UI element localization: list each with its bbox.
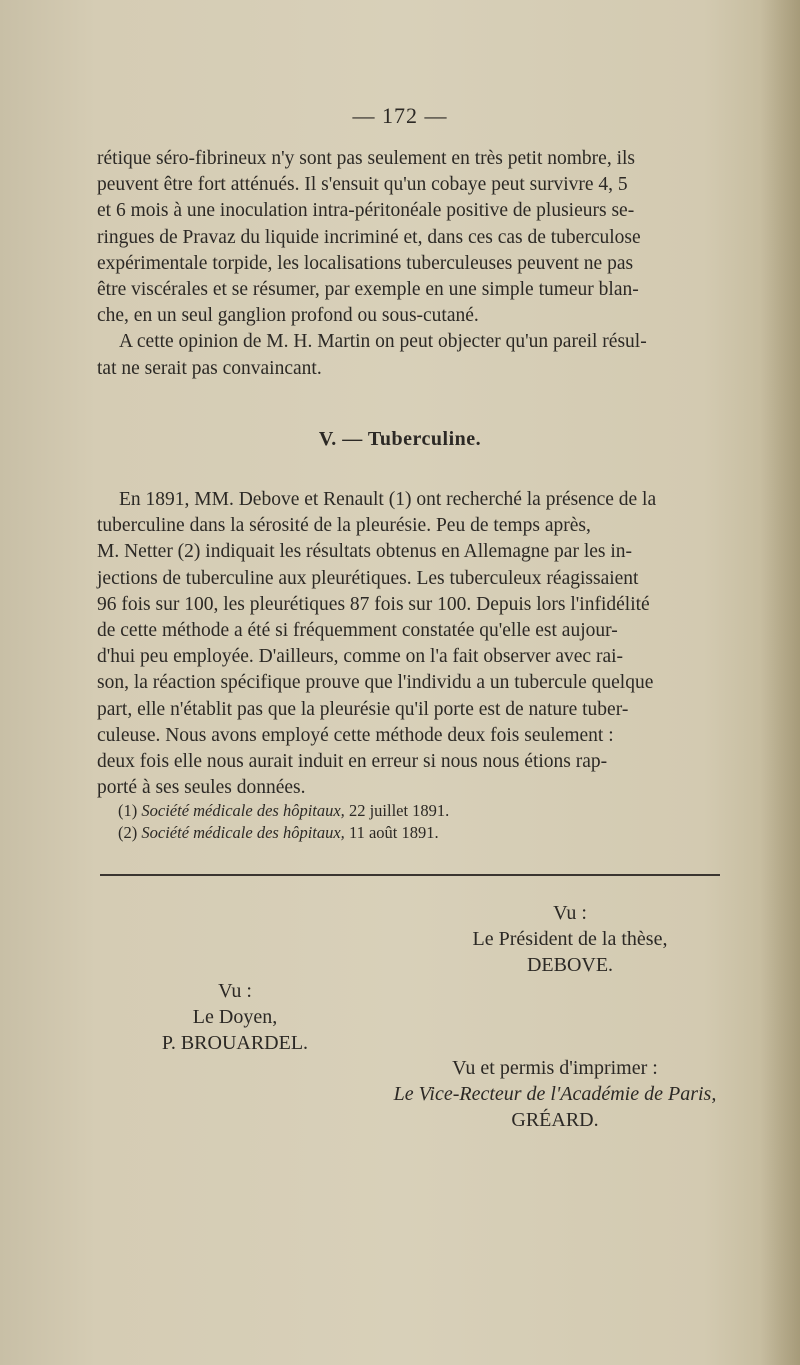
text-line: M. Netter (2) indiquait les résultats obtenus en Allemagne par les in-	[97, 541, 633, 563]
approval-role: Le Vice-Recteur de l'Académie de Paris,	[393, 1083, 717, 1105]
approval-name: P. BROUARDEL.	[161, 1032, 309, 1054]
approval-vu: Vu et permis d'imprimer :	[452, 1057, 658, 1079]
approval-role: Le Doyen,	[192, 1006, 278, 1028]
approval-role: Le Président de la thèse,	[472, 928, 668, 950]
page-edge-shadow	[760, 0, 800, 1365]
separator-rule	[100, 874, 720, 876]
text-line: peuvent être fort atténués. Il s'ensuit qu'un cobaye peut survivre 4, 5	[97, 174, 628, 196]
dean-approval	[120, 978, 350, 1056]
text-line: tat ne serait pas convaincant.	[97, 357, 322, 379]
paragraph-3	[97, 487, 725, 801]
text-line: et 6 mois à une inoculation intra-péritonéale positive de plusieurs se-	[97, 200, 635, 222]
footnote: (1) Société médicale des hôpitaux, 22 juillet 1891.	[118, 801, 450, 820]
text-line: d'hui peu employée. D'ailleurs, comme on l'a fait observer avec rai-	[97, 646, 624, 668]
text-line: che, en un seul ganglion profond ou sous-cutané.	[97, 305, 479, 327]
page-number: — 172 —	[352, 103, 448, 128]
approval-vu: Vu :	[553, 902, 587, 924]
text-line: tuberculine dans la sérosité de la pleurésie. Peu de temps après,	[97, 515, 591, 537]
text-line: porté à ses seules données.	[97, 777, 306, 799]
text-line: culeuse. Nous avons employé cette méthode deux fois seulement :	[97, 724, 614, 746]
text-line: deux fois elle nous aurait induit en erreur si nous nous étions rap-	[97, 751, 608, 773]
paragraph-1	[97, 146, 725, 382]
approval-name: GRÉARD.	[511, 1109, 599, 1131]
approval-vu: Vu :	[218, 980, 252, 1002]
text-line: A cette opinion de M. H. Martin on peut objecter qu'un pareil résul-	[119, 331, 647, 353]
text-line: de cette méthode a été si fréquemment constatée qu'elle est aujour-	[97, 620, 618, 642]
text-line: part, elle n'établit pas que la pleurésie qu'il porte est de nature tuber-	[97, 698, 629, 720]
rector-approval	[380, 1055, 730, 1133]
text-line: expérimentale torpide, les localisations tuberculeuses peuvent ne pas	[97, 252, 634, 274]
footnotes	[118, 800, 718, 844]
text-line: son, la réaction spécifique prouve que l'individu a un tubercule quelque	[97, 672, 654, 694]
approval-name: DEBOVE.	[526, 954, 614, 976]
text-line: jections de tuberculine aux pleurétiques. Les tuberculeux réagissaient	[97, 567, 639, 589]
text-line: 96 fois sur 100, les pleurétiques 87 fois sur 100. Depuis lors l'infidélité	[97, 593, 650, 615]
text-line: ringues de Pravaz du liquide incriminé et, dans ces cas de tuberculose	[97, 226, 641, 248]
section-title: V. — Tuberculine.	[318, 428, 482, 450]
text-line: En 1891, MM. Debove et Renault (1) ont recherché la présence de la	[119, 489, 657, 510]
text-line: être viscérales et se résumer, par exemple en une simple tumeur blan-	[97, 279, 639, 301]
footnote: (2) Société médicale des hôpitaux, 11 août 1891.	[118, 823, 439, 842]
president-approval	[420, 900, 720, 978]
text-line: rétique séro-fibrineux n'y sont pas seulement en très petit nombre, ils	[97, 148, 636, 169]
